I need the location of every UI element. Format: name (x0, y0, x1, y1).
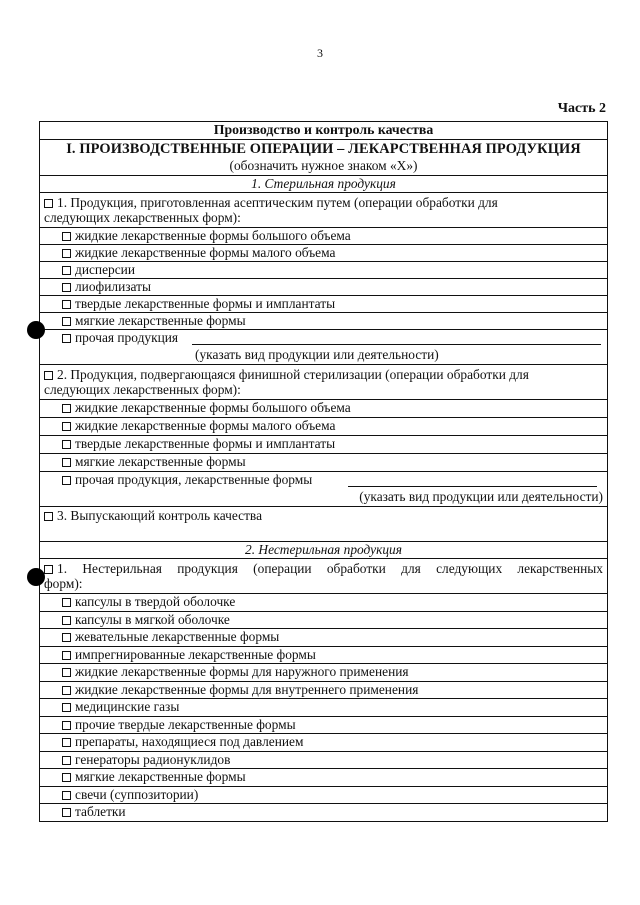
form-label: мягкие лекарственные формы (75, 313, 246, 328)
checkbox[interactable] (62, 334, 71, 343)
sterile-item2 (40, 365, 607, 400)
section-sterile-title (40, 176, 607, 193)
nonsterile-form-row (40, 717, 607, 735)
other-product-hint: (указать вид продукции или деятельности) (195, 347, 439, 362)
form-label: генераторы радионуклидов (75, 751, 231, 767)
checkbox[interactable] (62, 249, 71, 258)
nonsterile-form-row (40, 804, 607, 822)
section-nonsterile-title (40, 542, 607, 559)
terminal-form-row (40, 400, 607, 418)
aseptic-form-row (40, 313, 607, 330)
form-label: твердые лекарственные формы и имплантаты (75, 436, 336, 451)
form-label: жидкие лекарственные формы малого объема (75, 245, 336, 260)
aseptic-form-row (40, 228, 607, 245)
checkbox[interactable] (62, 791, 71, 800)
form-label: капсулы в твердой оболочке (75, 594, 236, 609)
checkbox[interactable] (62, 458, 71, 467)
other-product-forms-row (40, 472, 607, 507)
form-heading: I. ПРОИЗВОДСТВЕННЫЕ ОПЕРАЦИИ – ЛЕКАРСТВЕННАЯ ПРОДУКЦИЯ (66, 141, 581, 157)
form-label: дисперсии (75, 262, 136, 277)
sterile-item1 (40, 193, 607, 228)
form-label: таблетки (75, 804, 126, 819)
form-label: свечи (суппозитории) (75, 786, 199, 802)
checkbox[interactable] (62, 283, 71, 292)
checkbox[interactable] (62, 317, 71, 326)
form-label: мягкие лекарственные формы (75, 454, 246, 469)
title-row (40, 122, 607, 140)
nonsterile-title: 2. Нестерильная продукция (245, 542, 402, 557)
nonsterile-form-row (40, 612, 607, 630)
aseptic-form-row (40, 245, 607, 262)
form-label: капсулы в мягкой оболочке (75, 611, 230, 627)
checkbox[interactable] (62, 773, 71, 782)
checkbox[interactable] (62, 422, 71, 431)
terminal-form-row (40, 436, 607, 454)
form-label: жевательные лекарственные формы (75, 629, 280, 644)
checkbox[interactable] (44, 512, 53, 521)
nonsterile-form-row (40, 699, 607, 717)
form-label: жидкие лекарственные формы для наружного применения (75, 664, 409, 679)
nonsterile-form-row (40, 682, 607, 700)
other-product-row (40, 330, 607, 365)
other-product-forms-input-line[interactable] (348, 486, 597, 487)
checkbox[interactable] (62, 668, 71, 677)
punch-hole-top (27, 321, 45, 339)
nonsterile-form-row (40, 734, 607, 752)
checkbox[interactable] (62, 633, 71, 642)
checkbox[interactable] (62, 476, 71, 485)
aseptic-form-row (40, 279, 607, 296)
checkbox[interactable] (44, 565, 53, 574)
form-label: мягкие лекарственные формы (75, 769, 246, 784)
checkbox[interactable] (62, 756, 71, 765)
instruction-text: (обозначить нужное знаком «X») (229, 158, 418, 173)
sterile-item3 (40, 507, 607, 542)
form-table (39, 121, 608, 822)
aseptic-form-row (40, 296, 607, 313)
checkbox[interactable] (62, 703, 71, 712)
terminal-form-row (40, 418, 607, 436)
aseptic-form-row (40, 262, 607, 279)
checkbox[interactable] (62, 232, 71, 241)
checkbox[interactable] (62, 440, 71, 449)
form-label: жидкие лекарственные формы малого объема (75, 418, 336, 433)
checkbox[interactable] (62, 404, 71, 413)
form-label: жидкие лекарственные формы для внутреннего применения (75, 681, 419, 697)
sterile-item1-line1: 1. Продукция, приготовленная асептическим путем (операции обработки для (57, 195, 498, 210)
checkbox[interactable] (62, 651, 71, 660)
other-product-input-line[interactable] (192, 344, 601, 345)
checkbox[interactable] (62, 266, 71, 275)
sterile-item3-label: 3. Выпускающий контроль качества (57, 508, 263, 523)
nonsterile-form-row (40, 594, 607, 612)
sterile-item2-line1: 2. Продукция, подвергающаяся финишной стерилизации (операции обработки для (57, 367, 529, 382)
nonsterile-form-row (40, 664, 607, 682)
punch-hole-bottom (27, 568, 45, 586)
nonsterile-form-row (40, 647, 607, 665)
other-product-label: прочая продукция (75, 330, 179, 345)
form-label: жидкие лекарственные формы большого объема (75, 228, 351, 243)
nonsterile-form-row (40, 752, 607, 770)
checkbox[interactable] (44, 371, 53, 380)
form-label: прочие твердые лекарственные формы (75, 716, 296, 732)
part-label: Часть 2 (557, 101, 606, 116)
nonsterile-item1 (40, 559, 607, 594)
nonsterile-form-row (40, 629, 607, 647)
sterile-item2-line2: следующих лекарственных форм): (44, 382, 241, 397)
terminal-form-row (40, 454, 607, 472)
other-product-forms-label: прочая продукция, лекарственные формы (75, 472, 313, 487)
form-label: импрегнированные лекарственные формы (75, 646, 316, 662)
nonsterile-item1-line2: форм): (44, 576, 83, 591)
nonsterile-item1-line1: 1. Нестерильная продукция (операции обработки для следующих лекарственных (57, 561, 603, 576)
page-number: 3 (317, 46, 323, 60)
checkbox[interactable] (62, 616, 71, 625)
checkbox[interactable] (62, 721, 71, 730)
checkbox[interactable] (62, 300, 71, 309)
form-label: медицинские газы (75, 699, 180, 714)
form-label: препараты, находящиеся под давлением (75, 734, 304, 749)
sterile-item1-line2: следующих лекарственных форм): (44, 210, 241, 225)
other-product-forms-hint: (указать вид продукции или деятельности) (359, 489, 603, 504)
checkbox[interactable] (62, 738, 71, 747)
sterile-title: 1. Стерильная продукция (251, 176, 396, 191)
heading-row (40, 140, 607, 176)
checkbox[interactable] (44, 199, 53, 208)
form-title: Производство и контроль качества (213, 122, 434, 137)
form-label: твердые лекарственные формы и имплантаты (75, 296, 336, 311)
nonsterile-form-row (40, 787, 607, 805)
checkbox[interactable] (62, 808, 71, 817)
checkbox[interactable] (62, 598, 71, 607)
checkbox[interactable] (62, 686, 71, 695)
nonsterile-form-row (40, 769, 607, 787)
form-label: жидкие лекарственные формы большого объема (75, 400, 351, 415)
form-label: лиофилизаты (75, 279, 151, 294)
